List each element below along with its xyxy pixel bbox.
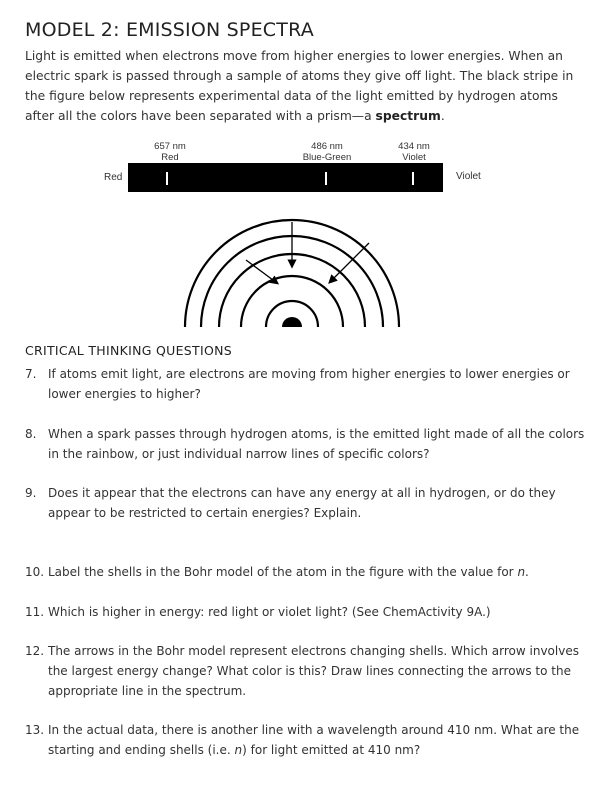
spectrum-line-label-2	[287, 141, 367, 163]
question-9-number: 9.	[25, 486, 37, 500]
question-7-text: If atoms emit light, are electrons are moving from higher energies to lower energies or lower energies to higher?	[48, 367, 570, 401]
bohr-arrow-left	[246, 260, 277, 283]
question-10-number: 10.	[25, 565, 45, 579]
intro-text: Light is emitted when electrons move from higher energies to lower energies. When an electric spark is passed through a sample of atoms they give off light. The black stripe in the figure below represents experimental data of the light emitted by hydrogen atoms after all the colors have been separated with a prism—a	[25, 49, 574, 123]
question-10-end: .	[525, 565, 529, 579]
question-10-variable: n	[517, 565, 526, 579]
question-13-number: 13.	[25, 723, 45, 737]
question-13-end: ) for light emitted at 410 nm?	[242, 743, 421, 757]
spectrum-right-label: Violet	[456, 171, 481, 182]
spectrum-line-434	[412, 172, 414, 185]
question-13-text-wrap	[48, 720, 585, 760]
question-12	[25, 641, 585, 701]
question-8	[25, 424, 585, 464]
bohr-nucleus	[282, 317, 302, 327]
spectrum-line-1-color: Red	[161, 152, 179, 163]
intro-bold-term: spectrum	[375, 109, 441, 123]
question-8-text: When a spark passes through hydrogen atoms, is the emitted light made of all the colors in the rainbow, or just individual narrow lines of specific colors?	[48, 427, 585, 461]
question-10-text-wrap	[48, 562, 585, 582]
spectrum-line-657	[166, 172, 168, 185]
critical-thinking-heading: CRITICAL THINKING QUESTIONS	[25, 343, 232, 358]
question-13	[25, 720, 585, 760]
question-11-text: Which is higher in energy: red light or violet light? (See ChemActivity 9A.)	[48, 605, 491, 619]
spectrum-line-3-color: Violet	[402, 152, 426, 163]
spectrum-left-label: Red	[104, 172, 123, 183]
question-13-variable: n	[234, 743, 243, 757]
bohr-arrow-right	[330, 243, 369, 282]
spectrum-line-2-wavelength: 486 nm	[311, 141, 343, 152]
question-8-number: 8.	[25, 427, 37, 441]
question-9	[25, 483, 585, 523]
question-11-number: 11.	[25, 605, 45, 619]
intro-paragraph	[25, 46, 585, 126]
bohr-model-figure	[170, 200, 415, 335]
question-7	[25, 364, 585, 404]
spectrum-line-label-1	[140, 141, 200, 163]
question-9-text: Does it appear that the electrons can have any energy at all in hydrogen, or do they appear to be restricted to certain energies? Explain.	[48, 486, 556, 520]
spectrum-stripe	[128, 163, 443, 192]
page-title: MODEL 2: EMISSION SPECTRA	[25, 19, 314, 41]
spectrum-line-label-3	[384, 141, 444, 163]
spectrum-line-486	[325, 172, 327, 185]
spectrum-line-1-wavelength: 657 nm	[154, 141, 186, 152]
spectrum-line-2-color: Blue-Green	[302, 152, 352, 163]
question-10	[25, 562, 585, 582]
question-11	[25, 602, 585, 622]
intro-end: .	[440, 109, 445, 123]
question-7-number: 7.	[25, 367, 37, 381]
question-12-number: 12.	[25, 644, 45, 658]
question-10-text: Label the shells in the Bohr model of the atom in the figure with the value for	[48, 565, 518, 579]
question-12-text: The arrows in the Bohr model represent electrons changing shells. Which arrow involves the largest energy change? What color is this? Draw lines connecting the arrows to the appropriate line in the spectrum.	[48, 644, 579, 698]
spectrum-line-3-wavelength: 434 nm	[398, 141, 430, 152]
question-13-text: In the actual data, there is another line with a wavelength around 410 nm. What are the starting and ending shells (i.e.	[48, 723, 580, 757]
